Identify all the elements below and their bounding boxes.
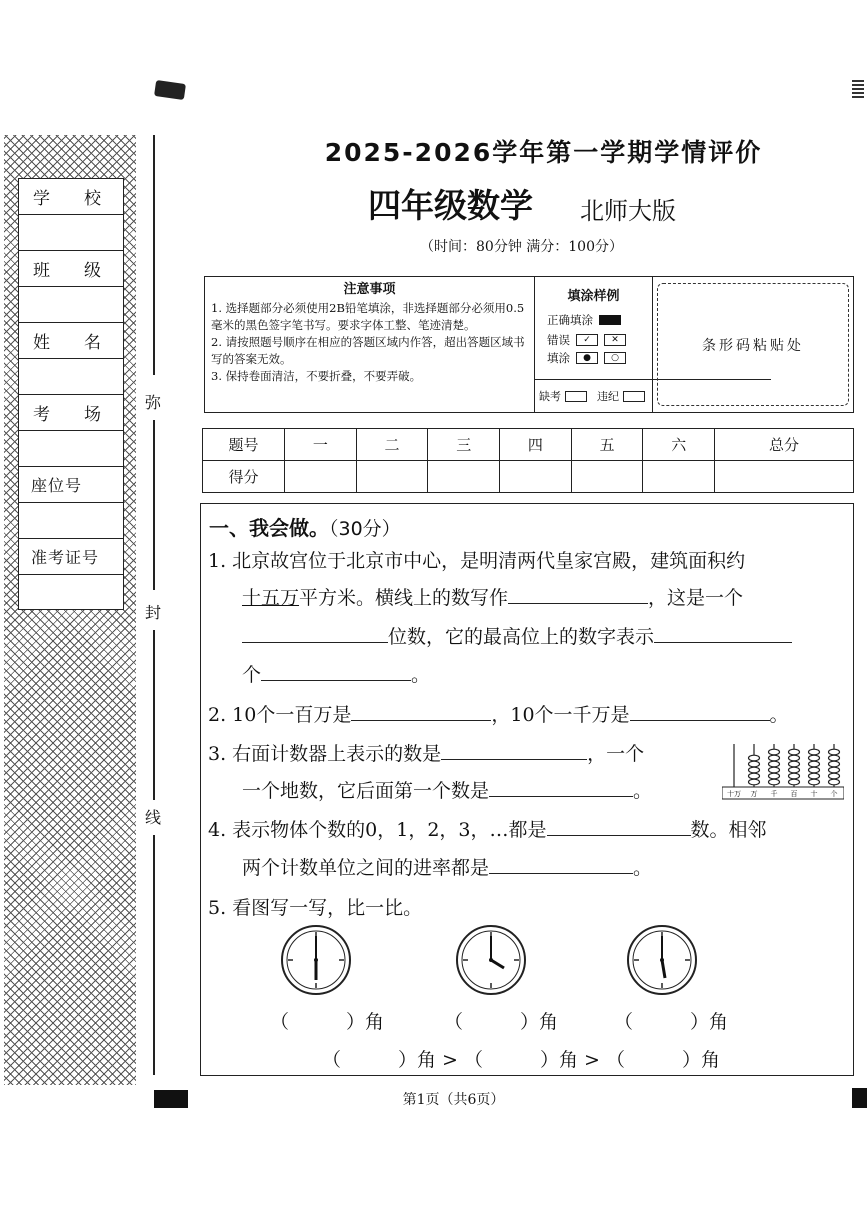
cross-mark-icon: ✕ — [604, 334, 626, 346]
answer-blank[interactable] — [489, 852, 633, 874]
answer-blank[interactable] — [547, 814, 691, 836]
score-row-label: 得分 — [203, 461, 285, 493]
q3-text: 一个地数，它后面第一个数是 — [242, 780, 490, 802]
q4-text: 。 — [633, 857, 653, 879]
fill-correct-label: 正确填涂 — [547, 313, 593, 327]
abacus-label: 百 — [790, 790, 798, 798]
question-1-line-2 — [242, 580, 743, 617]
question-1-line-1: 1. 北京故宫位于北京市中心，是明清两代皇家宫殿，建筑面积约 — [208, 550, 746, 572]
notice-item: 2. 请按照题号顺序在相应的答题区域内作答，超出答题区域书写的答案无效。 — [211, 335, 525, 366]
angle-compare-row[interactable]: （ ）角 > （ ）角 > （ ）角 — [322, 1049, 720, 1071]
q4-text: 数。相邻 — [690, 819, 767, 841]
section-points: （30分） — [329, 518, 401, 540]
question-5: 5. 看图写一写，比一比。 — [208, 897, 423, 919]
field-class: 班 级 — [19, 251, 123, 287]
q3-text: 3. 右面计数器上表示的数是 — [208, 743, 442, 765]
score-cell[interactable] — [643, 461, 715, 493]
field-seat: 座位号 — [19, 467, 123, 503]
cut-line — [153, 630, 155, 800]
notice-instructions — [205, 277, 535, 412]
filled-box — [599, 315, 621, 325]
field-school: 学 校 — [19, 179, 123, 215]
field-ticket: 准考证号 — [19, 539, 123, 575]
subject-title: 四年级数学 — [368, 186, 533, 225]
field-school-blank[interactable] — [19, 215, 123, 251]
field-name: 姓 名 — [19, 323, 123, 359]
abacus-label: 万 — [750, 790, 758, 798]
time-info: （时间：80分钟 满分：100分） — [420, 239, 623, 255]
score-cell[interactable] — [356, 461, 428, 493]
q3-text: 。 — [633, 780, 653, 802]
underlined-number: 十五万 — [242, 587, 300, 609]
q2-text: 2. 10个一百万是 — [208, 704, 352, 726]
answer-blank[interactable] — [242, 621, 388, 643]
q1-text: 。 — [411, 664, 431, 686]
exam-title: 2025-2026学年第一学期学情评价 — [324, 138, 763, 167]
abacus-label: 十 — [810, 790, 818, 798]
field-name-blank[interactable] — [19, 359, 123, 395]
question-3-line-1 — [208, 736, 644, 773]
notice-item: 3. 保持卷面清洁，不要折叠，不要弄破。 — [211, 369, 422, 383]
fill-wrong-label: 填涂 — [547, 351, 570, 365]
table-header: 五 — [571, 429, 643, 461]
violation-box[interactable] — [623, 391, 645, 402]
answer-blank[interactable] — [630, 699, 770, 721]
q3-text: ，一个 — [587, 743, 645, 765]
registration-mark — [154, 80, 186, 100]
check-mark-icon: ✓ — [576, 334, 598, 346]
q1-text: ，这是一个 — [648, 587, 744, 609]
absent-label: 缺考 — [539, 390, 561, 403]
table-header: 一 — [285, 429, 357, 461]
abacus-diagram — [722, 741, 844, 801]
cut-char: 线 — [145, 808, 162, 827]
answer-blank[interactable] — [508, 582, 648, 604]
cut-char: 弥 — [145, 393, 162, 412]
answer-blank[interactable] — [489, 775, 633, 797]
angle-answer-3[interactable]: （ ）角 — [614, 1011, 729, 1033]
notice-item: 1. 选择题部分必须使用2B铅笔填涂，非选择题部分必须用0.5毫米的黑色签字笔书写。要求字体工整、笔迹清楚。 — [211, 301, 525, 332]
score-cell[interactable] — [285, 461, 357, 493]
answer-blank[interactable] — [261, 659, 411, 681]
table-header: 三 — [428, 429, 500, 461]
q4-text: 4. 表示物体个数的0，1，2，3，…都是 — [208, 819, 547, 841]
table-header: 六 — [643, 429, 715, 461]
answer-blank[interactable] — [654, 621, 792, 643]
field-exam-room: 考 场 — [19, 395, 123, 431]
field-exam-room-blank[interactable] — [19, 431, 123, 467]
score-cell[interactable] — [428, 461, 500, 493]
fill-title: 填涂样例 — [567, 289, 620, 304]
cut-line — [153, 835, 155, 1075]
clock-icon — [455, 924, 527, 996]
table-header: 四 — [500, 429, 572, 461]
q4-text: 两个计数单位之间的进率都是 — [242, 857, 490, 879]
angle-answer-1[interactable]: （ ）角 — [270, 1011, 385, 1033]
section-title — [209, 512, 401, 541]
clock-icon — [280, 924, 352, 996]
q2-text: ，10个一千万是 — [491, 704, 630, 726]
circle-mark-icon: ○ — [604, 352, 626, 364]
angle-answer-2[interactable]: （ ）角 — [444, 1011, 559, 1033]
table-header: 总分 — [715, 429, 854, 461]
question-4-line-2 — [242, 850, 652, 887]
answer-blank[interactable] — [351, 699, 491, 721]
abacus-label: 千 — [770, 790, 778, 798]
field-seat-blank[interactable] — [19, 503, 123, 539]
edition-label: 北师大版 — [580, 197, 676, 225]
question-3-line-2 — [242, 773, 652, 810]
notice-title: 注意事项 — [343, 282, 396, 297]
section-title-text: 一、我会做。 — [209, 516, 329, 540]
clock-icon — [626, 924, 698, 996]
fill-example — [535, 277, 653, 412]
cut-line — [153, 420, 155, 590]
cut-char: 封 — [145, 603, 162, 622]
cut-line — [153, 135, 155, 375]
registration-mark — [852, 80, 864, 98]
page-number: 第1页（共6页） — [402, 1092, 505, 1108]
question-1-line-3 — [242, 619, 792, 656]
question-1-line-4 — [242, 657, 430, 694]
field-class-blank[interactable] — [19, 287, 123, 323]
question-4-line-1 — [208, 812, 767, 849]
answer-blank[interactable] — [441, 738, 587, 760]
question-2 — [208, 697, 789, 734]
q1-text: 位数，它的最高位上的数字表示 — [388, 626, 655, 648]
abacus-label: 十万 — [727, 790, 741, 798]
q1-text: 平方米。横线上的数写作 — [299, 587, 509, 609]
score-table — [202, 428, 854, 493]
score-cell[interactable] — [500, 461, 572, 493]
fill-wrong-label: 错误 — [547, 333, 570, 347]
absent-box[interactable] — [565, 391, 587, 402]
table-header: 题号 — [203, 429, 285, 461]
table-header: 二 — [356, 429, 428, 461]
q1-text: 个 — [242, 664, 262, 686]
dot-mark-icon: ● — [576, 352, 598, 364]
score-cell[interactable] — [571, 461, 643, 493]
q2-text: 。 — [769, 704, 789, 726]
field-ticket-blank[interactable] — [19, 575, 123, 611]
score-header-row — [203, 429, 854, 461]
violation-label: 违纪 — [597, 390, 619, 403]
abacus-label: 个 — [830, 790, 838, 798]
student-info-box — [18, 178, 124, 610]
score-row — [203, 461, 854, 493]
barcode-area: 条形码粘贴处 — [657, 283, 849, 406]
score-cell[interactable] — [715, 461, 854, 493]
notice-box — [204, 276, 854, 413]
